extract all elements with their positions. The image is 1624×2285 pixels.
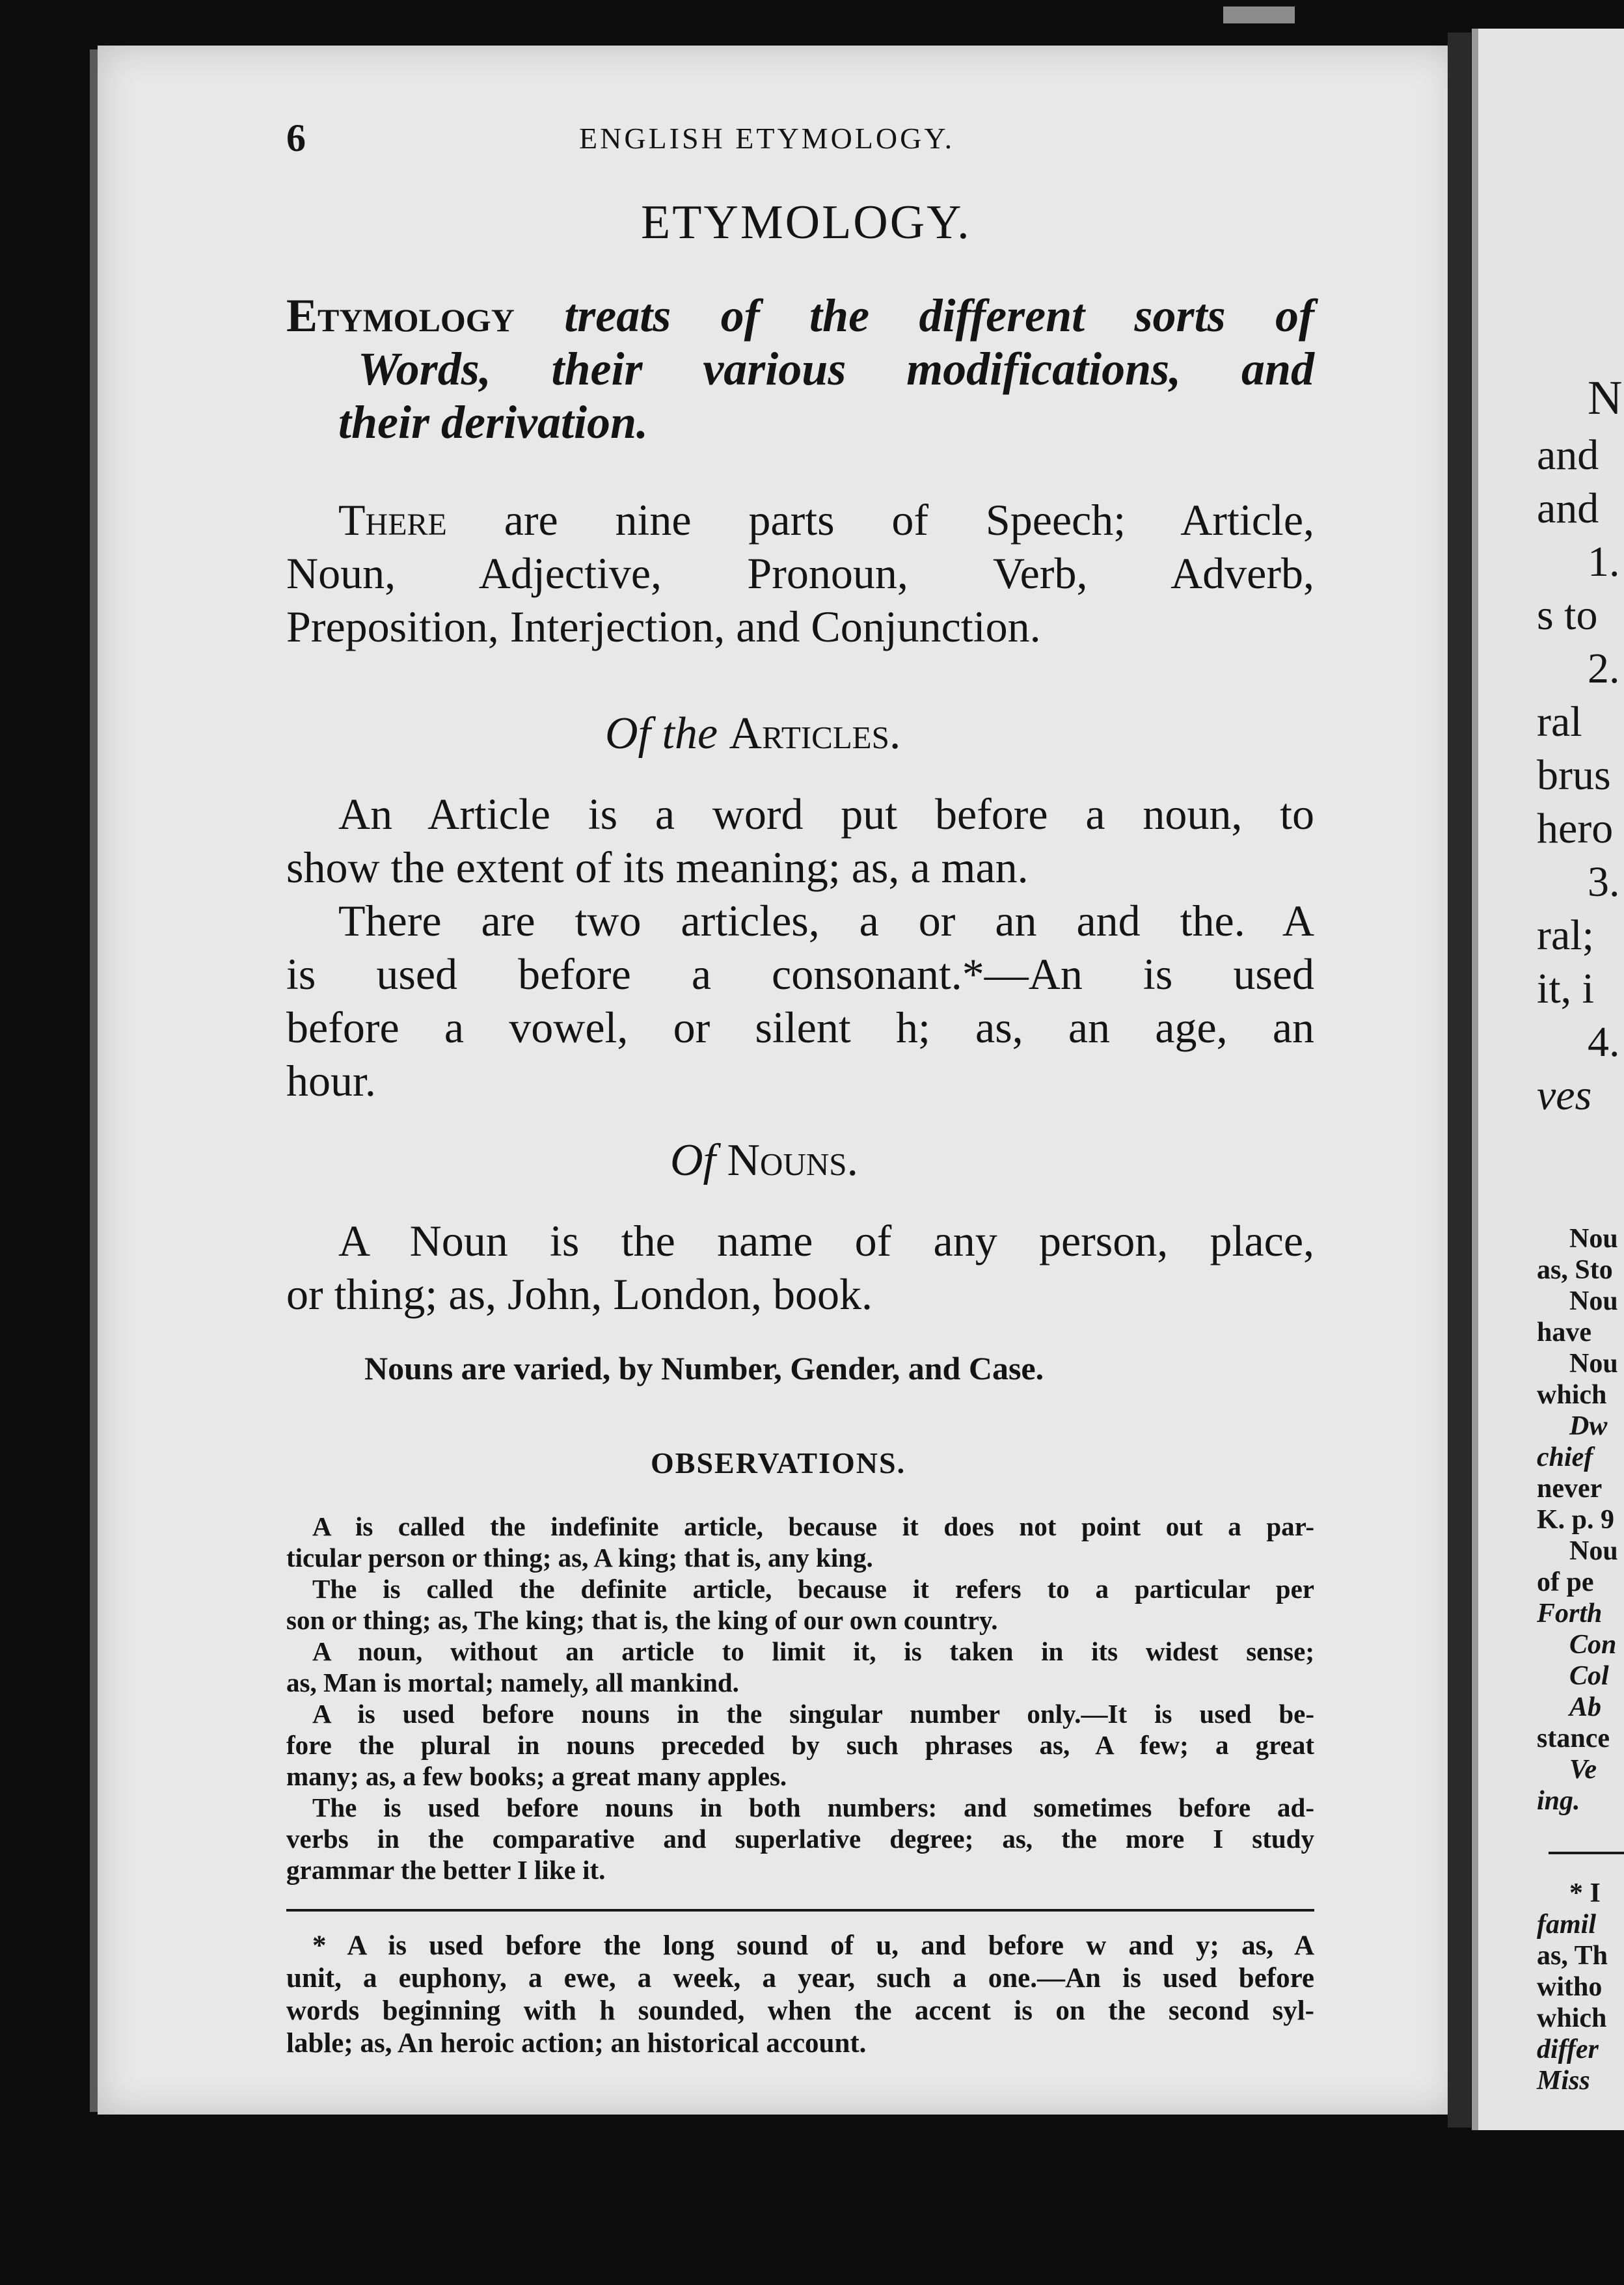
right-page-line: hero [1537, 805, 1614, 852]
right-footnote-rule [1549, 1852, 1624, 1854]
articles-p1-line-1: An Article is a word put before a noun, to [338, 789, 1314, 839]
right-page-line: * I [1569, 1878, 1601, 1908]
right-page-line: witho [1537, 1972, 1603, 2002]
observation-line: as, Man is mortal; namely, all mankind. [286, 1668, 739, 1697]
right-page-line: Nou [1569, 1536, 1618, 1566]
observation-line: verbs in the comparative and superlative degree; as, the more I study [286, 1824, 1314, 1854]
right-page-line: famil [1537, 1910, 1596, 1940]
right-page-line: Dw [1569, 1411, 1608, 1441]
observation-line: A is used before nouns in the singular number only.—It is used be- [312, 1699, 1314, 1729]
observation-line: many; as, a few books; a great many apples. [286, 1761, 787, 1791]
observation-line: grammar the better I like it. [286, 1855, 606, 1885]
footnote-line: lable; as, An heroic action; an historical account. [286, 2028, 867, 2059]
nouns-varied-note: Nouns are varied, by Number, Gender, and Case. [364, 1350, 1044, 1386]
right-page-line: of pe [1537, 1567, 1594, 1597]
right-page-line: ing. [1537, 1786, 1580, 1816]
nouns-p1-line-1: A Noun is the name of any person, place, [338, 1216, 1314, 1265]
definition-line-3: their derivation. [338, 396, 649, 448]
articles-p1-line-2: show the extent of its meaning; as, a man. [286, 843, 1029, 892]
right-page-line: and [1537, 485, 1599, 532]
right-page-line: N [1588, 372, 1623, 425]
observation-line: A is called the indefinite article, because it does not point out a par- [312, 1511, 1314, 1541]
book-gutter [1448, 33, 1471, 2128]
right-page-line: Ab [1569, 1692, 1602, 1722]
observation-line: A noun, without an article to limit it, is taken in its widest sense; [312, 1636, 1314, 1666]
articles-p2-line-4: hour. [286, 1056, 376, 1105]
right-page-line: Ve [1569, 1755, 1597, 1785]
right-page-line: K. p. 9 [1537, 1505, 1615, 1535]
right-page-line: as, Sto [1537, 1255, 1613, 1285]
right-page-line: Forth [1537, 1599, 1603, 1629]
page-title: ETYMOLOGY. [641, 196, 971, 249]
right-page-line: it, i [1537, 965, 1595, 1012]
right-page-line: Nou [1569, 1349, 1618, 1379]
parts-of-speech-line-1: There are nine parts of Speech; Article, [338, 495, 1314, 545]
right-page-line: Nou [1569, 1224, 1618, 1254]
right-page-line: Nou [1569, 1286, 1618, 1316]
definition-line-2: Words, their various modifications, and [358, 343, 1314, 395]
right-page-line: ral [1537, 698, 1582, 746]
footnote-line: unit, a euphony, a ewe, a week, a year, such a one.—An is used before [286, 1963, 1314, 1994]
observation-line: fore the plural in nouns preceded by such phrases as, A few; a great [286, 1730, 1314, 1760]
articles-p2-line-1: There are two articles, a or an and the. A [338, 896, 1314, 945]
running-title: ENGLISH ETYMOLOGY. [579, 122, 955, 155]
right-page-line: ves [1537, 1072, 1592, 1119]
observations-title: OBSERVATIONS. [651, 1446, 906, 1480]
right-page-line: and [1537, 431, 1599, 479]
right-page-edge [1472, 29, 1478, 2130]
articles-p2-line-3: before a vowel, or silent h; as, an age, an [286, 1003, 1314, 1052]
right-page-line: differ [1537, 2035, 1599, 2064]
observation-line: ticular person or thing; as, A king; that is, any king. [286, 1543, 873, 1573]
page-number: 6 [286, 116, 308, 159]
scan-shadow [1223, 7, 1295, 23]
parts-of-speech-line-2: Noun, Adjective, Pronoun, Verb, Adverb, [286, 548, 1314, 598]
right-page-line: 3. [1588, 858, 1620, 906]
articles-p2-line-2: is used before a consonant.*—An is used [286, 949, 1314, 999]
right-page-line: 1. [1588, 538, 1620, 586]
observation-line: The is used before nouns in both numbers: and sometimes before ad- [312, 1792, 1314, 1822]
right-page-line: never [1537, 1474, 1603, 1504]
footnote-line: words beginning with h sounded, when the accent is on the second syl- [286, 1995, 1314, 2026]
right-page-line: which [1537, 1380, 1607, 1410]
right-page-line: have [1537, 1318, 1591, 1347]
right-page-line: Col [1569, 1661, 1609, 1691]
right-page-line: ral; [1537, 912, 1594, 959]
right-page-line: 4. [1588, 1018, 1620, 1066]
articles-heading: Of the Articles. [605, 709, 901, 759]
observation-line: son or thing; as, The king; that is, the king of our own country. [286, 1605, 998, 1635]
right-page-line: s to [1537, 591, 1598, 639]
observation-line: The is called the definite article, because it refers to a particular per [312, 1574, 1314, 1604]
definition-line-1: Etymology treats of the different sorts of [286, 290, 1314, 342]
nouns-heading: Of Nouns. [670, 1135, 858, 1185]
parts-of-speech-line-3: Preposition, Interjection, and Conjunction. [286, 602, 1041, 651]
right-page-line: Con [1569, 1630, 1617, 1660]
right-page-line: 2. [1588, 645, 1620, 692]
right-page-line: Miss [1537, 2066, 1590, 2096]
footnote-line: * A is used before the long sound of u, and before w and y; as, A [312, 1930, 1314, 1961]
right-page-line: stance [1537, 1724, 1610, 1753]
right-page-line: brus [1537, 751, 1611, 799]
footnote-rule [286, 1909, 1314, 1912]
right-page-line: as, Th [1537, 1941, 1608, 1971]
right-page-line: chief [1537, 1442, 1593, 1472]
right-page-line: which [1537, 2003, 1607, 2033]
nouns-p1-line-2: or thing; as, John, London, book. [286, 1269, 873, 1319]
